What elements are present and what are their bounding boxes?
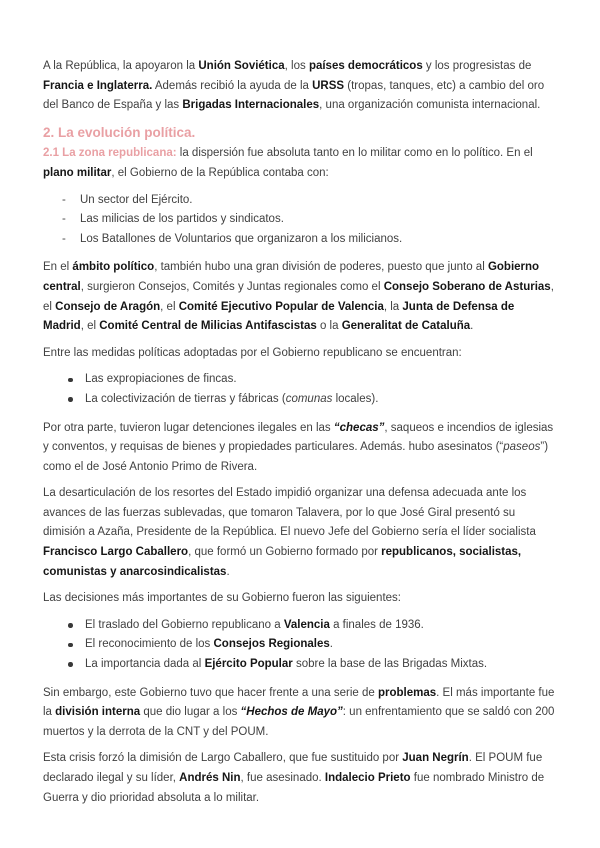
text-run: 2. La evolución política. <box>43 124 196 140</box>
text-run: Junta de Defensa de Madrid <box>43 300 515 333</box>
text-run: paseos <box>503 441 541 454</box>
paragraph <box>43 589 558 609</box>
list-item-text <box>80 233 402 245</box>
list-item-text <box>85 373 237 385</box>
text-run: plano militar <box>43 166 112 179</box>
paragraph <box>43 144 558 183</box>
text-run: locales). <box>332 392 379 405</box>
list-item <box>43 210 558 230</box>
text-run: En el <box>43 261 73 274</box>
text-run: Comité Ejecutivo Popular de Valencia <box>178 300 384 313</box>
list-item-text <box>80 213 284 225</box>
list-item-text <box>80 194 193 206</box>
text-run: . <box>329 638 333 651</box>
text-run: Brigadas Internacionales <box>182 99 320 112</box>
text-run: Entre las medidas políticas adoptadas por el Gobierno republicano se encuentran: <box>43 346 462 359</box>
paragraph <box>43 419 558 478</box>
list-item <box>43 390 558 410</box>
text-run: La colectivización de tierras y fábricas ( <box>85 392 286 405</box>
text-run: sobre la base de las Brigadas Mixtas. <box>292 658 488 671</box>
text-run: , el <box>160 300 179 313</box>
text-run: que dio lugar a los <box>140 706 241 719</box>
text-run: : un enfrentamiento que se saldó con 200 muertos y la derrota de la CNT y del POUM. <box>43 706 555 738</box>
text-run: Andrés Nin <box>179 772 241 784</box>
text-run: . El más importante fue la <box>43 686 555 719</box>
dash-bullet-icon: - <box>62 213 66 226</box>
text-run: republicanos, socialistas, comunistas y anarcosindicalistas <box>43 546 522 578</box>
text-run: , también hubo una gran división de poderes, puesto que junto al <box>154 261 488 274</box>
text-run: Consejos Regionales <box>213 638 330 651</box>
text-run: “checas” <box>333 421 385 434</box>
text-run: Sin embargo, este Gobierno tuvo que hacer frente a una serie de <box>43 686 378 699</box>
text-run: . <box>470 320 474 333</box>
disc-bullet-icon <box>68 623 73 628</box>
text-run: . El POUM fue declarado ilegal y su líder, <box>43 752 543 784</box>
bullet-list <box>43 370 558 409</box>
text-run: o la <box>316 320 342 333</box>
text-run: , que formó un Gobierno formado por <box>188 546 382 559</box>
text-run: Gobierno central <box>43 261 540 293</box>
text-run: ámbito político <box>72 261 155 274</box>
text-run: Además recibió la ayuda de la <box>152 79 313 92</box>
text-run: Las milicias de los partidos y sindicatos. <box>80 213 284 226</box>
text-run: , fue asesinado. <box>240 772 325 784</box>
text-run: , el Gobierno de la República contaba con: <box>111 166 329 179</box>
list-item <box>43 655 558 675</box>
text-run: Consejo de Aragón <box>55 300 161 313</box>
text-run: Consejo Soberano de Asturias <box>383 280 551 293</box>
text-run: Esta crisis forzó la dimisión de Largo Caballero, que fue sustituido por <box>43 752 403 765</box>
text-run: Ejército Popular <box>204 658 293 671</box>
text-run: “Hechos de Mayo” <box>240 706 343 719</box>
disc-bullet-icon <box>68 662 73 667</box>
paragraph <box>43 57 558 116</box>
disc-bullet-icon <box>68 397 73 402</box>
text-run: , los <box>284 60 309 72</box>
text-run: Comité Central de Milicias Antifascistas <box>99 320 317 333</box>
text-run: la dispersión fue absoluta tanto en lo militar como en lo político. En el <box>176 147 533 160</box>
text-run: (tropas, tanques, etc) a cambio del oro del Banco de España y las <box>43 79 545 112</box>
text-run: países democráticos <box>308 60 423 72</box>
list-item-text <box>85 658 487 670</box>
text-run: , saqueos e incendios de iglesias y conventos, y requisas de bienes y propiedades particulares. Además. hubo asesinatos (“ <box>43 421 554 454</box>
text-run: 2.1 La zona republicana: <box>43 147 177 160</box>
text-run: problemas <box>378 686 437 699</box>
paragraph <box>43 484 558 582</box>
paragraph <box>43 344 558 364</box>
text-run: La importancia dada al <box>85 658 205 671</box>
bullet-list <box>43 616 558 675</box>
text-run: Unión Soviética <box>198 60 285 72</box>
text-run: Juan Negrín <box>402 752 469 765</box>
text-run: Por otra parte, tuvieron lugar detenciones ilegales en las <box>43 421 334 434</box>
text-run: Las decisiones más importantes de su Gobierno fueron las siguientes: <box>43 592 401 605</box>
text-run: , la <box>383 300 403 313</box>
text-run: Los Batallones de Voluntarios que organizaron a los milicianos. <box>80 232 403 245</box>
text-run: El reconocimiento de los <box>85 638 214 651</box>
text-run: a finales de 1936. <box>329 618 424 631</box>
text-run: y los progresistas de <box>422 60 532 72</box>
list-item <box>43 635 558 655</box>
list-item-text <box>85 638 333 650</box>
list-item <box>43 616 558 636</box>
document-content <box>43 57 558 808</box>
text-run: Francisco Largo Caballero <box>43 546 189 559</box>
text-run: comunas <box>285 392 333 405</box>
paragraph <box>43 258 558 336</box>
list-item <box>43 191 558 211</box>
disc-bullet-icon <box>68 643 73 648</box>
text-run: A la República, la apoyaron la <box>43 60 199 72</box>
paragraph <box>43 684 558 743</box>
list-item <box>43 230 558 250</box>
section-heading <box>43 123 558 143</box>
text-run: , una organización comunista internacional. <box>319 99 541 112</box>
text-run: El traslado del Gobierno republicano a <box>85 618 284 631</box>
text-run: fue nombrado Ministro de Guerra y dio prioridad absoluta a lo militar. <box>43 772 545 804</box>
text-run: Un sector del Ejército. <box>80 193 193 206</box>
bullet-list <box>43 191 558 250</box>
text-run: división interna <box>55 706 141 719</box>
text-run: Francia e Inglaterra. <box>43 79 153 92</box>
disc-bullet-icon <box>68 378 73 383</box>
text-run: , el <box>80 320 100 333</box>
text-run: URSS <box>312 79 345 92</box>
text-run: Indalecio Prieto <box>324 772 411 784</box>
text-run: , surgieron Consejos, Comités y Juntas regionales como el <box>80 280 384 293</box>
text-run: . <box>226 565 230 578</box>
list-item <box>43 370 558 390</box>
paragraph <box>43 749 558 808</box>
list-item-text <box>85 619 424 631</box>
text-run: La desarticulación de los resortes del Estado impidió organizar una defensa adecuada ante los avances de las fuerzas sublevadas, que tomaron Talavera, por lo que José Giral presentó su dimisión a Azaña, Presidente de la República. El nuevo Jefe del Gobierno sería el líder socialista <box>43 487 536 539</box>
text-run: Generalitat de Cataluña <box>341 320 471 333</box>
dash-bullet-icon: - <box>62 193 66 206</box>
text-run: Valencia <box>283 618 330 631</box>
dash-bullet-icon: - <box>62 232 66 245</box>
text-run: , el <box>43 280 554 313</box>
text-run: ”) como el de José Antonio Primo de Rivera. <box>43 441 549 473</box>
text-run: Las expropiaciones de fincas. <box>85 373 237 386</box>
list-item-text <box>85 393 378 405</box>
